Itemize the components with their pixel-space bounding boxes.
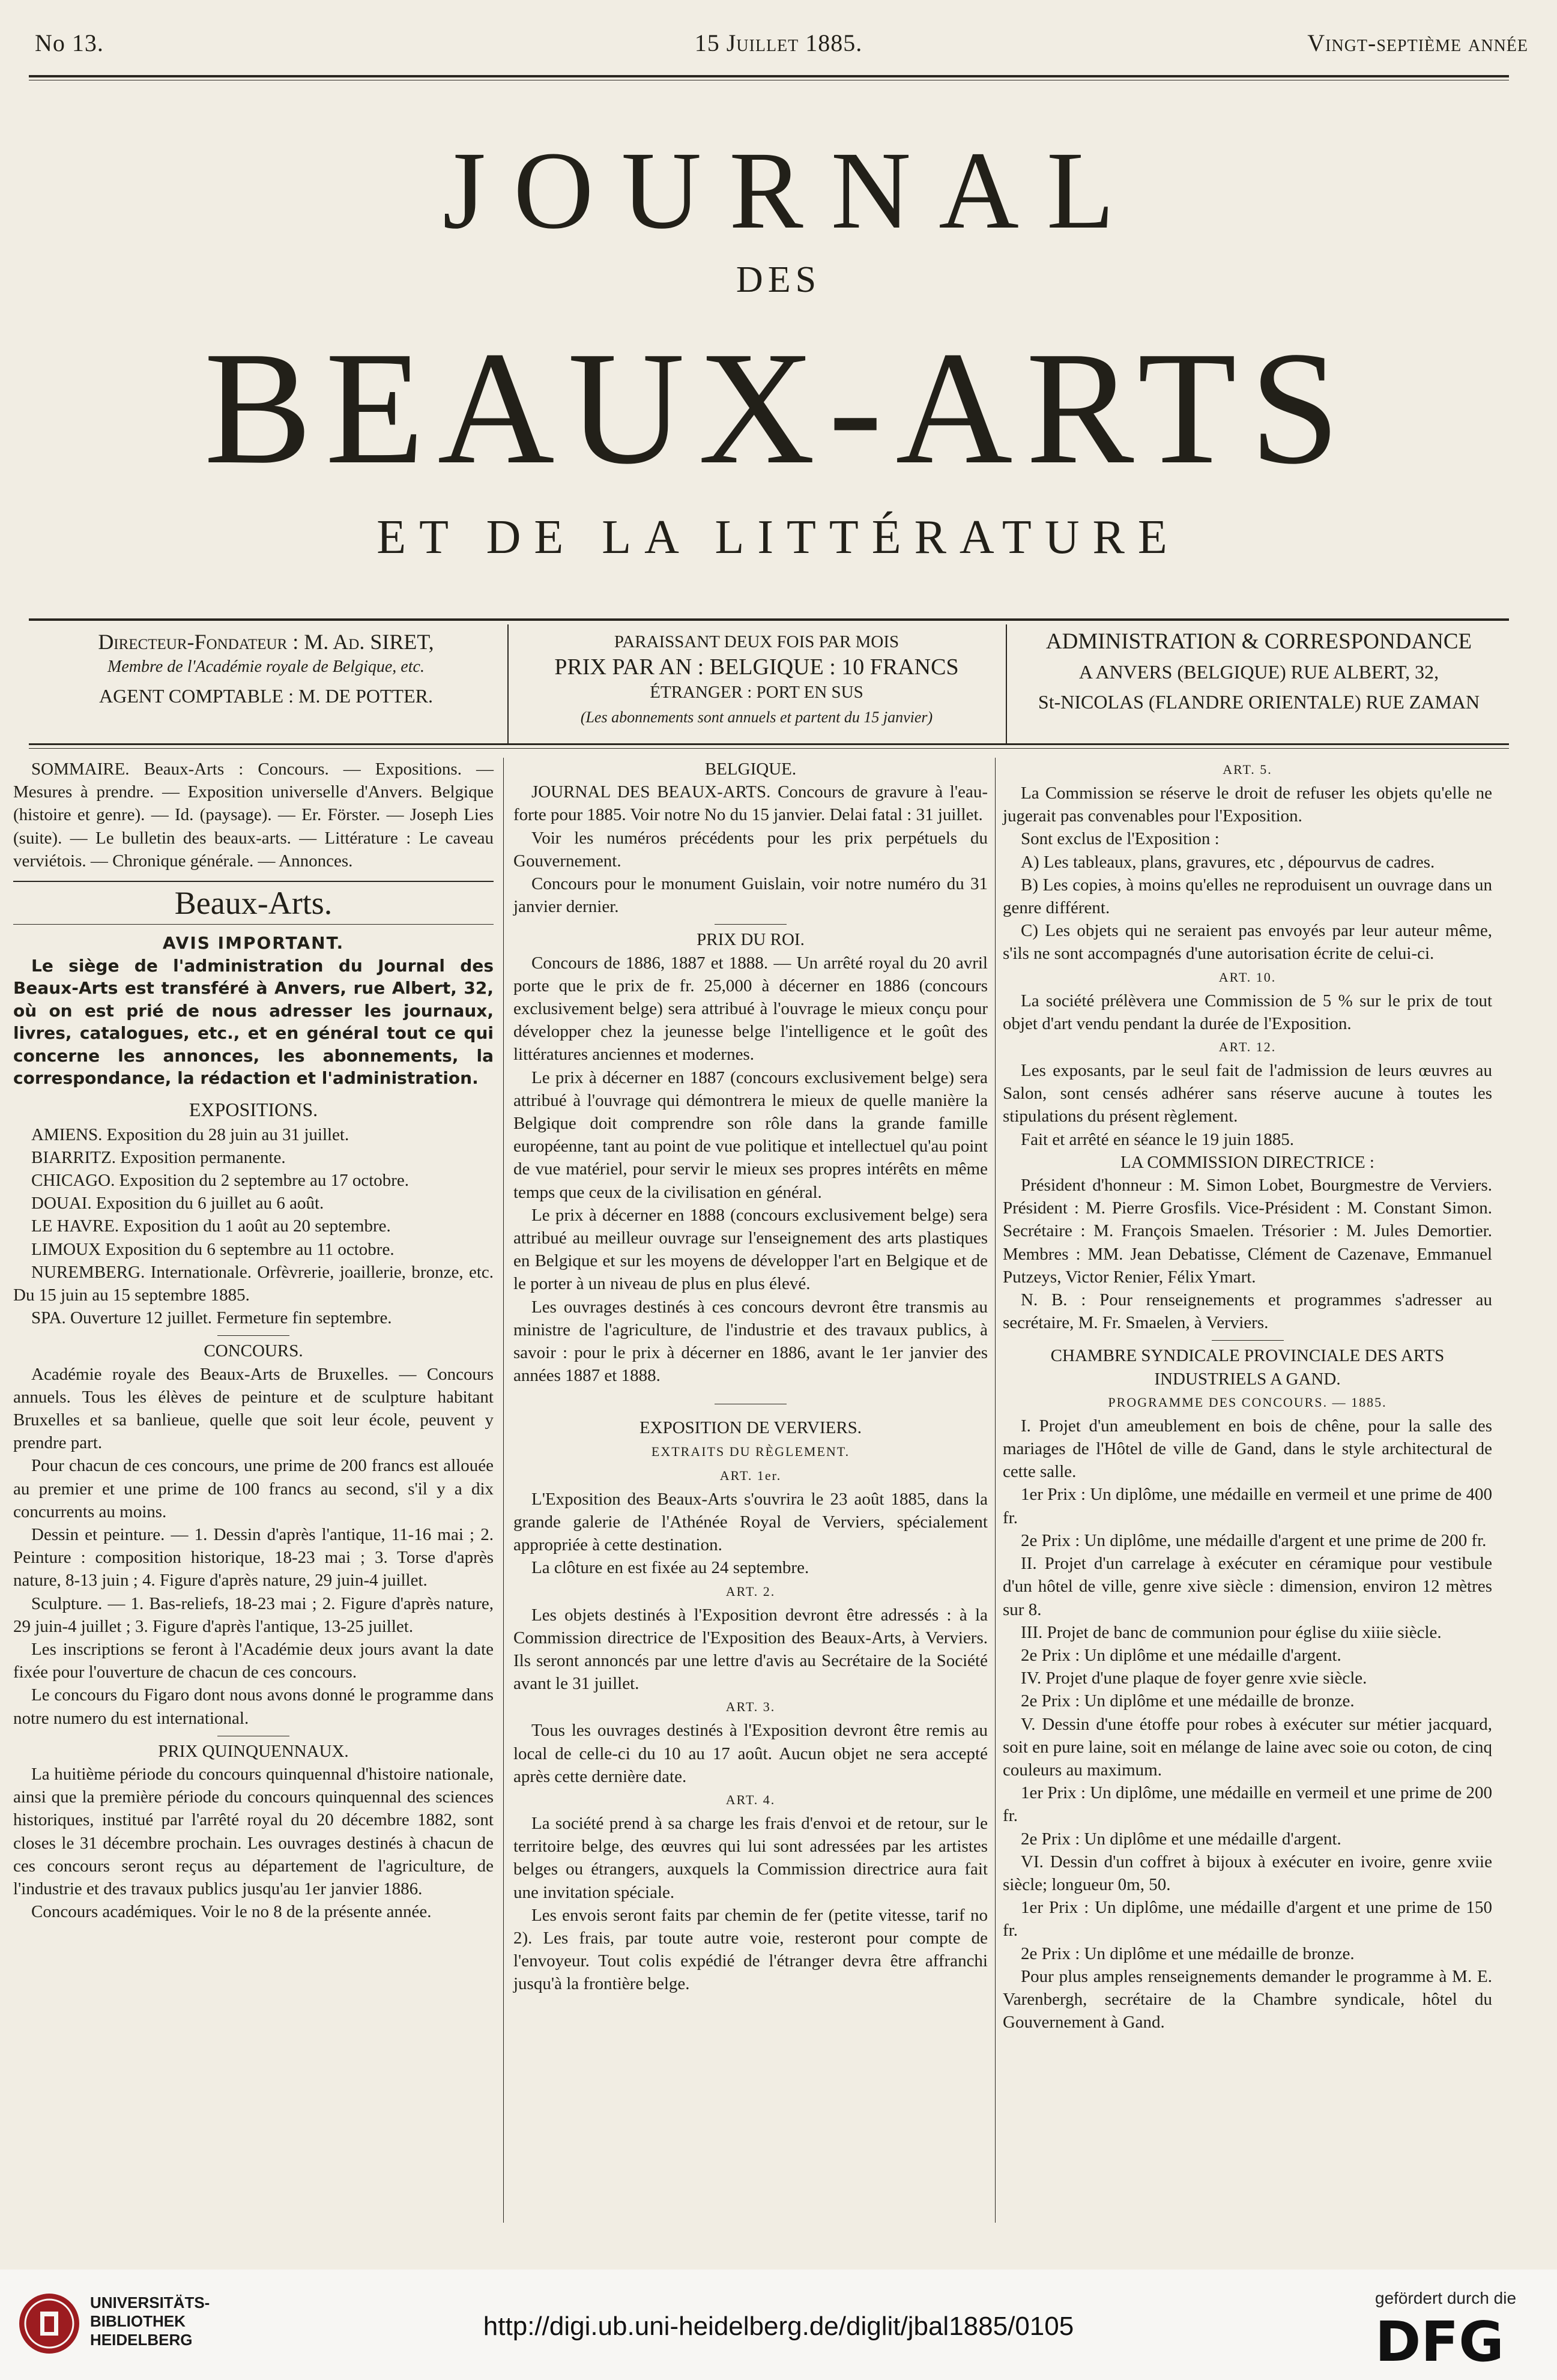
director-line: Directeur-Fondateur : M. Ad. SIRET,	[98, 630, 434, 654]
belgique-para: Voir les numéros précédents pour les prix perpétuels du Gouvernement.	[513, 828, 988, 871]
foreign-line: ÉTRANGER : PORT EN SUS	[650, 683, 863, 702]
expo-item: AMIENS. Exposition du 28 juin au 31 juillet.	[31, 1125, 349, 1144]
infobar-top-rule	[29, 618, 1509, 621]
commission-text: Président d'honneur : M. Simon Lobet, Bourgmestre de Verviers. Président : M. Pierre Grosfils. Vice-Président : M. Constant Simon. Secrétaire : M. François Smaelen. Trésorier : M. Jules Demortier. Membres : MM. Jean Debatisse, Clément de Cazenave, Emmanuel Putzeys, Victor Renier, Félix Ymart.	[1003, 1176, 1492, 1287]
belgique-para: Concours pour le monument Guislain, voir notre numéro du 31 janvier dernier.	[513, 874, 988, 917]
funding-note: gefördert durch die	[1375, 2289, 1517, 2307]
roi-para: Le prix à décerner en 1888 (concours exclusivement belge) sera attribué au meilleur ouvrage sur l'enseignement des arts plastiques en Belgique et sur les moyens de développer l'art en Belgique et de le porter à un niveau de plus en plus élevé.	[513, 1205, 988, 1294]
digital-library-url[interactable]: http://digi.ub.uni-heidelberg.de/diglit/jbal1885/0105	[483, 2312, 1074, 2341]
art-1-text: La clôture en est fixée au 24 septembre.	[531, 1558, 809, 1578]
chambre-item: 2e Prix : Un diplôme et une médaille de bronze.	[1021, 1691, 1355, 1711]
issue-number: No 13.	[35, 29, 104, 56]
expo-item: BIARRITZ. Exposition permanente.	[31, 1147, 286, 1167]
infobar-administration	[1009, 629, 1509, 714]
library-line: BIBLIOTHEK	[90, 2312, 186, 2330]
frequency-line: PARAISSANT DEUX FOIS PAR MOIS	[614, 632, 899, 651]
concours-heading: CONCOURS.	[204, 1341, 303, 1361]
quinquennaux-heading: PRIX QUINQUENNAUX.	[158, 1741, 349, 1761]
issue-year: Vingt-septième année	[1307, 29, 1528, 56]
column-1	[13, 758, 494, 1923]
art-5-text: La Commission se réserve le droit de refuser les objets qu'elle ne jugerait pas convenables pour l'Exposition.	[1003, 784, 1492, 826]
column-2	[513, 758, 988, 1996]
concours-para: Pour chacun de ces concours, une prime de 200 francs est allouée au premier et une prime de 100 francs au second, s'il y a dix concurrents au moins.	[13, 1456, 494, 1521]
chambre-subheading: PROGRAMME DES CONCOURS. — 1885.	[1108, 1394, 1387, 1410]
verviers-heading: EXPOSITION DE VERVIERS.	[639, 1418, 862, 1438]
quinq-para: Concours académiques. Voir le no 8 de la présente année.	[31, 1902, 432, 1922]
expo-item: NUREMBERG. Internationale. Orfèvrerie, joaillerie, bronze, etc. Du 15 juin au 15 septembre 1885.	[13, 1262, 494, 1305]
art-12-label: ART. 12.	[1218, 1039, 1277, 1055]
issue-date: 15 Juillet 1885.	[694, 29, 863, 56]
masthead-des: DES	[736, 259, 821, 300]
section-heading-beaux-arts: Beaux-Arts.	[13, 881, 494, 925]
belgique-para: JOURNAL DES BEAUX-ARTS. Concours de gravure à l'eau-forte pour 1885. Voir notre No du 15 janvier. Delai fatal : 31 juillet.	[513, 782, 988, 825]
library-line: UNIVERSITÄTS-	[90, 2294, 210, 2312]
dfg-logo-icon	[1375, 2313, 1531, 2367]
concours-para: Académie royale des Beaux-Arts de Bruxelles. — Concours annuels. Tous les élèves de peinture et de sculpture habitant Bruxelles et sa banlieue, quelle que soit leur école, peuvent y prendre part.	[13, 1364, 494, 1453]
art-3-label: ART. 3.	[725, 1699, 776, 1715]
art-10-text: La société prélèvera une Commission de 5 % sur le prix de tout objet d'art vendu pendant la durée de l'Exposition.	[1003, 991, 1492, 1033]
administration-line: ADMINISTRATION & CORRESPONDANCE	[1045, 629, 1472, 654]
art-5-text: C) Les objets qui ne seraient pas envoyés par leur auteur même, s'ils ne sont accompagnés d'une autorisation écrite de celui-ci.	[1003, 921, 1492, 964]
art-5-label: ART. 5.	[1223, 762, 1272, 777]
separator	[217, 1335, 289, 1336]
expo-item: DOUAI. Exposition du 6 juillet au 6 août.	[31, 1194, 324, 1213]
chambre-item: 1er Prix : Un diplôme, une médaille en vermeil et une prime de 200 fr.	[1003, 1783, 1492, 1826]
chambre-item: 1er Prix : Un diplôme, une médaille en vermeil et une prime de 400 fr.	[1003, 1485, 1492, 1527]
chambre-item: Pour plus amples renseignements demander le programme à M. E. Varenbergh, secrétaire de la Chambre syndicale, hôtel du Gouvernement à Gand.	[1003, 1966, 1492, 2032]
expo-item: CHICAGO. Exposition du 2 septembre au 17 octobre.	[31, 1170, 410, 1190]
chambre-item: I. Projet d'un ameublement en bois de chêne, pour la salle des mariages de l'Hôtel de ville de Gand, dans le style architectural de cette salle.	[1003, 1416, 1492, 1482]
column-3	[1003, 758, 1492, 2034]
avis-heading: AVIS IMPORTANT.	[162, 933, 345, 953]
roi-para: Les ouvrages destinés à ces concours devront être transmis au ministre de l'agriculture, de l'industrie et des travaux publics, à savoir : pour le prix à décerner en 1886, avant le 1er janvier des années 1887 et 1888.	[513, 1297, 988, 1386]
chambre-item: 2e Prix : Un diplôme, une médaille d'argent et une prime de 200 fr.	[1021, 1530, 1487, 1550]
commission-text: N. B. : Pour renseignements et programmes s'adresser au secrétaire, M. Fr. Smaelen, à Verviers.	[1003, 1290, 1492, 1333]
avis-body: Le siège de l'administration du Journal des Beaux-Arts est transféré à Anvers, rue Albert, 32, où on est prié de nous adresser les journaux, livres, catalogues, etc., et en général tout ce qui concerne les annonces, les abonnements, la correspondance, la rédaction et l'administration.	[13, 955, 494, 1089]
art-4-label: ART. 4.	[725, 1792, 776, 1807]
chambre-item: IV. Projet d'une plaque de foyer genre xvie siècle.	[1021, 1669, 1367, 1688]
art-10-label: ART. 10.	[1218, 969, 1277, 985]
commission-heading: LA COMMISSION DIRECTRICE :	[1120, 1152, 1374, 1172]
column-rule	[503, 758, 504, 2223]
top-rule	[29, 75, 1509, 77]
separator	[715, 924, 787, 925]
belgique-heading: BELGIQUE.	[704, 760, 797, 779]
expo-item: SPA. Ouverture 12 juillet. Fermeture fin septembre.	[31, 1308, 392, 1328]
art-4-text: Les envois seront faits par chemin de fer (petite vitesse, tarif no 2). Les frais, par toute autre voie, resteront pour compte de l'envoyeur. Tout colis expédié de l'étranger devra être affranchi jusqu'à la frontière belge.	[513, 1905, 988, 1994]
infobar-bottom-rule	[29, 743, 1509, 745]
art-12-text: Fait et arrêté en séance le 19 juin 1885.	[1021, 1129, 1294, 1149]
expo-item: LIMOUX Exposition du 6 septembre au 11 octobre.	[31, 1239, 395, 1259]
infobar-divider	[1006, 624, 1007, 745]
expositions-heading: EXPOSITIONS.	[189, 1098, 318, 1120]
quinq-para: La huitième période du concours quinquennal d'histoire nationale, ainsi que la première période du concours quinquennal des sciences historiques, institué par l'arrêté royal du 20 décembre 1882, sont closes le 31 décembre prochain. Les ouvrages destinés à chacun de ces concours seront reçus au département de l'agriculture, de l'industrie et des travaux publics jusqu'au 1er janvier 1886.	[13, 1765, 494, 1899]
price-line: PRIX PAR AN : BELGIQUE : 10 FRANCS	[554, 654, 959, 680]
chambre-heading: CHAMBRE SYNDICALE PROVINCIALE DES ARTS INDUSTRIELS A GAND.	[1050, 1346, 1445, 1389]
art-2-text: Les objets destinés à l'Exposition devront être adressés : à la Commission directrice de l'Exposition des Beaux-Arts, à Verviers. Ils seront annoncés par une lettre d'avis au Secrétaire de la Société avant le 31 juillet.	[513, 1605, 988, 1694]
concours-para: Les inscriptions se feront à l'Académie deux jours avant la date fixée pour l'ouverture de chacun de ces concours.	[13, 1639, 494, 1682]
chambre-item: V. Dessin d'une étoffe pour robes à exécuter sur métier jacquard, soit en pure laine, soit en mélange de laine avec soie ou coton, de cinq couleurs au maximum.	[1003, 1714, 1492, 1780]
library-line: HEIDELBERG	[90, 2331, 193, 2349]
separator	[1212, 1340, 1284, 1341]
art-5-text: A) Les tableaux, plans, gravures, etc , dépourvus de cadres.	[1021, 852, 1435, 872]
academy-line: Membre de l'Académie royale de Belgique, etc.	[107, 657, 425, 676]
prix-du-roi-heading: PRIX DU ROI.	[697, 930, 805, 950]
art-1-text: L'Exposition des Beaux-Arts s'ouvrira le 23 août 1885, dans la grande galerie de l'Athénée Royal de Verviers, spécialement appropriée à cette destination.	[513, 1489, 988, 1555]
infobar-divider	[507, 624, 509, 745]
art-5-text: Sont exclus de l'Exposition :	[1021, 829, 1220, 849]
infobar-bottom-rule-thin	[29, 748, 1509, 749]
roi-para: Concours de 1886, 1887 et 1888. — Un arrêté royal du 20 avril porte que le prix de fr. 25,000 à décerner en 1886 (concours exclusivement belge) sera attribué à l'ouvrage le mieux conçu pour développer chez la jeunesse belge l'intelligence et le goût des littératures anciennes et modernes.	[513, 953, 988, 1065]
art-5-text: B) Les copies, à moins qu'elles ne reproduisent un ouvrage dans un genre différent.	[1003, 875, 1492, 918]
chambre-item: VI. Dessin d'un coffret à bijoux à exécuter en ivoire, genre xviie siècle; longueur 0m, 50.	[1003, 1852, 1492, 1894]
agent-line: AGENT COMPTABLE : M. DE POTTER.	[99, 685, 433, 707]
chambre-item: 1er Prix : Un diplôme, une médaille d'argent et une prime de 150 fr.	[1003, 1898, 1492, 1941]
art-12-text: Les exposants, par le seul fait de l'admission de leurs œuvres au Salon, sont censés adhérer sans réserve aucune à toutes les stipulations du présent règlement.	[1003, 1061, 1492, 1126]
art-4-text: La société prend à sa charge les frais d'envoi et de retour, sur le territoire belge, des œuvres qui lui sont adressées par les artistes belges ou étrangers, auxquels la Commission directrice aura fait une invitation spéciale.	[513, 1813, 988, 1902]
chambre-item: 2e Prix : Un diplôme et une médaille de bronze.	[1021, 1944, 1355, 1963]
chambre-item: 2e Prix : Un diplôme et une médaille d'argent.	[1021, 1829, 1341, 1849]
infobar-subscription	[510, 629, 1003, 730]
expo-item: LE HAVRE. Exposition du 1 août au 20 septembre.	[31, 1216, 391, 1236]
st-nicolas-address: St-NICOLAS (FLANDRE ORIENTALE) RUE ZAMAN	[1038, 691, 1480, 713]
sommaire: SOMMAIRE. Beaux-Arts : Concours. — Expositions. — Mesures à prendre. — Exposition universelle d'Anvers. Belgique (histoire et genre). — Id. (paysage). — Er. Förster. — Joseph Lies (suite). — Le bulletin des beaux-arts. — Littérature : Le caveau verviétois. — Chronique générale. — Annonces.	[13, 760, 494, 871]
art-1-label: ART. 1er.	[719, 1467, 782, 1483]
concours-para: Dessin et peinture. — 1. Dessin d'après l'antique, 11-16 mai ; 2. Peinture : composition historique, 18-23 mai ; 3. Torse d'après nature, 8-13 juin ; 4. Figure d'après nature, 29 juin-4 juillet.	[13, 1524, 494, 1590]
verviers-subheading: EXTRAITS DU RÈGLEMENT.	[651, 1443, 850, 1459]
masthead-journal: JOURNAL	[443, 129, 1142, 252]
concours-para: Le concours du Figaro dont nous avons donné le programme dans notre numero du est international.	[13, 1685, 494, 1728]
chambre-item: 2e Prix : Un diplôme et une médaille d'argent.	[1021, 1645, 1341, 1665]
subscription-note: (Les abonnements sont annuels et partent du 15 janvier)	[580, 708, 933, 726]
infobar-director	[29, 629, 503, 708]
roi-para: Le prix à décerner en 1887 (concours exclusivement belge) sera attribué à l'ouvrage qui démontrera le mieux de quelle manière la Belgique doit comprendre son rôle dans la grande famille européenne, tant au point de vue politique et intellectuel qu'au point de vue matériel, pour servir le mieux ses propres intérêts en même temps que ceux de la civilisation en général.	[513, 1068, 988, 1202]
anvers-address: A ANVERS (BELGIQUE) RUE ALBERT, 32,	[1078, 661, 1439, 683]
masthead-beaux-arts: BEAUX-ARTS	[204, 318, 1353, 498]
art-3-text: Tous les ouvrages destinés à l'Exposition devront être remis au local de celle-ci du 10 au 17 août. Aucun objet ne sera accepté après cette dernière date.	[513, 1721, 988, 1786]
chambre-item: II. Projet d'un carrelage à exécuter en céramique pour vestibule d'un hôtel de ville, genre xive siècle : dimension, environ 12 mètres sur 8.	[1003, 1554, 1492, 1619]
art-2-label: ART. 2.	[725, 1583, 776, 1599]
concours-para: Sculpture. — 1. Bas-reliefs, 18-23 mai ; 2. Figure d'après nature, 29 juin-4 juillet ; 3. Figure d'après l'antique, 13-25 juillet.	[13, 1593, 494, 1636]
dfg-logo-text: DFG	[1375, 2313, 1504, 2367]
masthead-litterature: ET DE LA LITTÉRATURE	[376, 511, 1181, 564]
chambre-item: III. Projet de banc de communion pour église du xiiie siècle.	[1021, 1622, 1442, 1642]
column-rule	[995, 758, 996, 2223]
